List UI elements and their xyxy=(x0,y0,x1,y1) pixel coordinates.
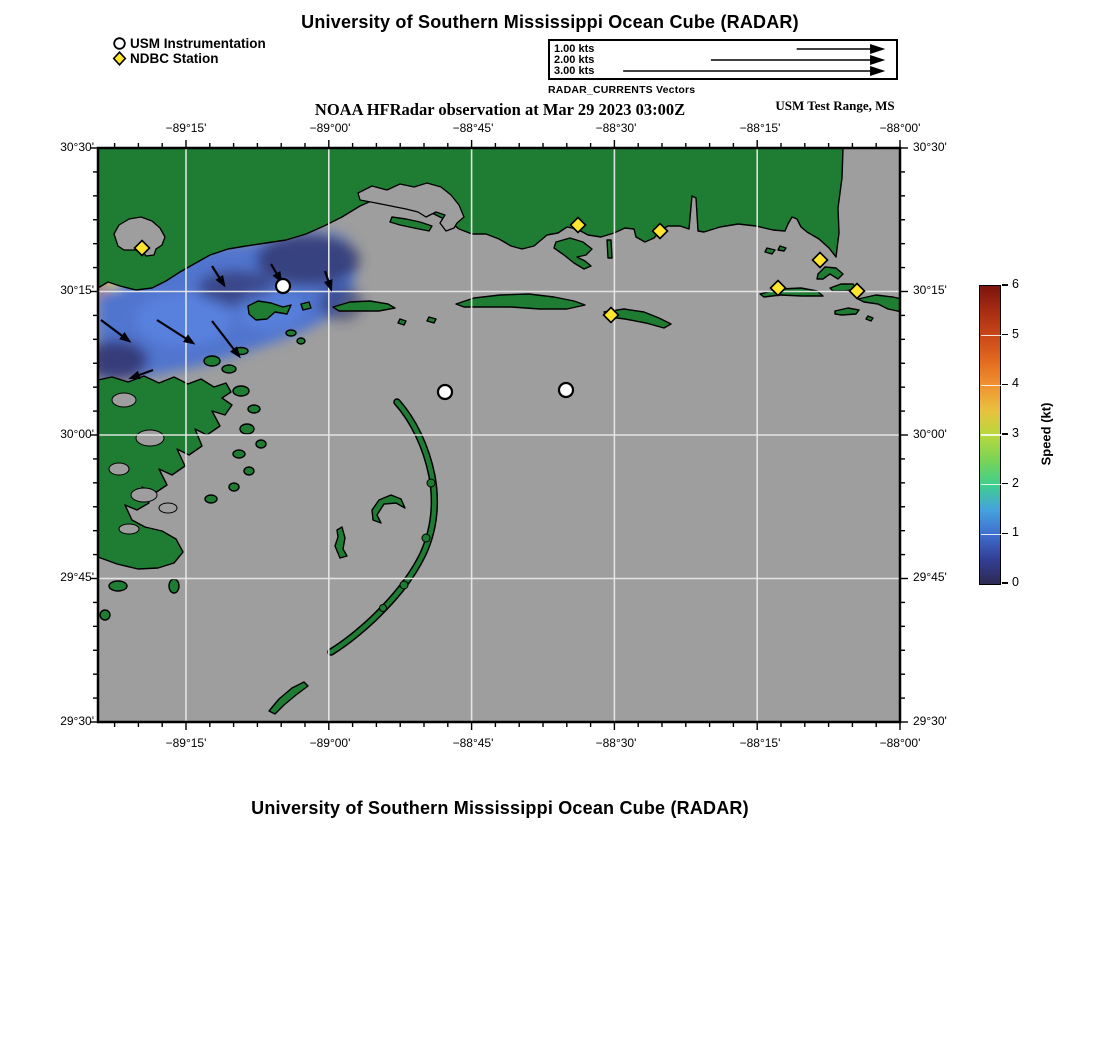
lon-tick-label-top: −88°45' xyxy=(452,121,494,135)
lon-tick-label-bottom: −89°00' xyxy=(309,736,351,750)
colorbar-division-line xyxy=(981,434,1001,436)
lat-tick-label-right: 30°30' xyxy=(913,140,947,154)
colorbar-tick-label: 0 xyxy=(1012,575,1019,589)
colorbar-division-line xyxy=(981,484,1001,486)
lon-tick-label-bottom: −88°30' xyxy=(595,736,637,750)
lon-tick-label-top: −89°15' xyxy=(165,121,207,135)
lat-tick-label-right: 29°30' xyxy=(913,714,947,728)
map-legend xyxy=(112,36,266,66)
speed-colorbar xyxy=(979,277,1019,589)
colorbar-division-line xyxy=(981,534,1001,536)
legend-usm-label: USM Instrumentation xyxy=(130,36,266,51)
lon-tick-label-bottom: −88°15' xyxy=(739,736,781,750)
footer-title: University of Southern Mississippi Ocean Cube (RADAR) xyxy=(251,798,749,818)
lat-tick-label-left: 29°45' xyxy=(60,570,94,584)
colorbar-gradient xyxy=(979,285,1001,585)
lat-tick-label-left: 29°30' xyxy=(60,714,94,728)
colorbar-tick-label: 2 xyxy=(1012,475,1019,490)
vector-scale-row xyxy=(554,43,892,54)
colorbar-tick-label: 5 xyxy=(1012,326,1019,341)
colorbar-tick xyxy=(1002,433,1008,435)
colorbar-tick xyxy=(1002,533,1008,535)
scale-arrow-2kt-icon xyxy=(606,55,892,65)
colorbar-division-line xyxy=(981,385,1001,387)
vector-box-caption: RADAR_CURRENTS Vectors xyxy=(548,84,696,96)
colorbar-tick-label: 1 xyxy=(1012,525,1019,540)
vector-scale-label: 3.00 kts xyxy=(554,64,595,77)
lon-tick-label-bottom: −88°45' xyxy=(452,736,494,750)
usm-station-marker xyxy=(559,383,573,397)
vector-scale-box xyxy=(548,39,898,80)
lat-tick-label-left: 30°00' xyxy=(60,427,94,441)
colorbar-tick xyxy=(1002,483,1008,485)
usm-station-marker xyxy=(438,385,452,399)
lon-tick-label-top: −88°00' xyxy=(879,121,921,135)
colorbar-tick-label: 4 xyxy=(1012,376,1019,391)
observation-subtitle: NOAA HFRadar observation at Mar 29 2023 03:00Z xyxy=(314,100,686,119)
vector-scale-row xyxy=(554,65,892,76)
usm-circle-icon xyxy=(112,36,127,51)
lon-tick-label-top: −88°30' xyxy=(595,121,637,135)
vector-scale-label: 2.00 kts xyxy=(554,53,595,66)
vector-scale-row xyxy=(554,54,892,65)
colorbar-tick xyxy=(1002,582,1008,584)
legend-row-usm xyxy=(112,36,266,51)
lat-tick-label-right: 29°45' xyxy=(913,570,947,584)
map-panel xyxy=(88,138,912,738)
legend-row-ndbc xyxy=(112,51,266,66)
usm-station-marker xyxy=(276,279,290,293)
scale-arrow-1kt-icon xyxy=(606,44,892,54)
ndbc-diamond-icon xyxy=(112,51,127,66)
scale-arrow-3kt-icon xyxy=(606,66,892,76)
colorbar-division-line xyxy=(981,335,1001,337)
colorbar-tick xyxy=(1002,334,1008,336)
lat-tick-label-left: 30°15' xyxy=(60,283,94,297)
lon-tick-label-bottom: −88°00' xyxy=(879,736,921,750)
lon-tick-label-top: −88°15' xyxy=(739,121,781,135)
colorbar-tick xyxy=(1002,384,1008,386)
lat-tick-label-right: 30°00' xyxy=(913,427,947,441)
lon-tick-label-top: −89°00' xyxy=(309,121,351,135)
colorbar-tick xyxy=(1002,284,1008,286)
lat-tick-label-right: 30°15' xyxy=(913,283,947,297)
vector-scale-label: 1.00 kts xyxy=(554,42,595,55)
colorbar-tick-label: 6 xyxy=(1012,277,1019,291)
colorbar-tick-label: 3 xyxy=(1012,426,1019,440)
legend-ndbc-label: NDBC Station xyxy=(130,51,219,66)
colorbar-title: Speed (kt) xyxy=(1038,402,1054,466)
lat-tick-label-left: 30°30' xyxy=(60,140,94,154)
region-label: USM Test Range, MS xyxy=(775,98,895,113)
lon-tick-label-bottom: −89°15' xyxy=(165,736,207,750)
page-title: University of Southern Mississippi Ocean Cube (RADAR) xyxy=(301,12,799,32)
